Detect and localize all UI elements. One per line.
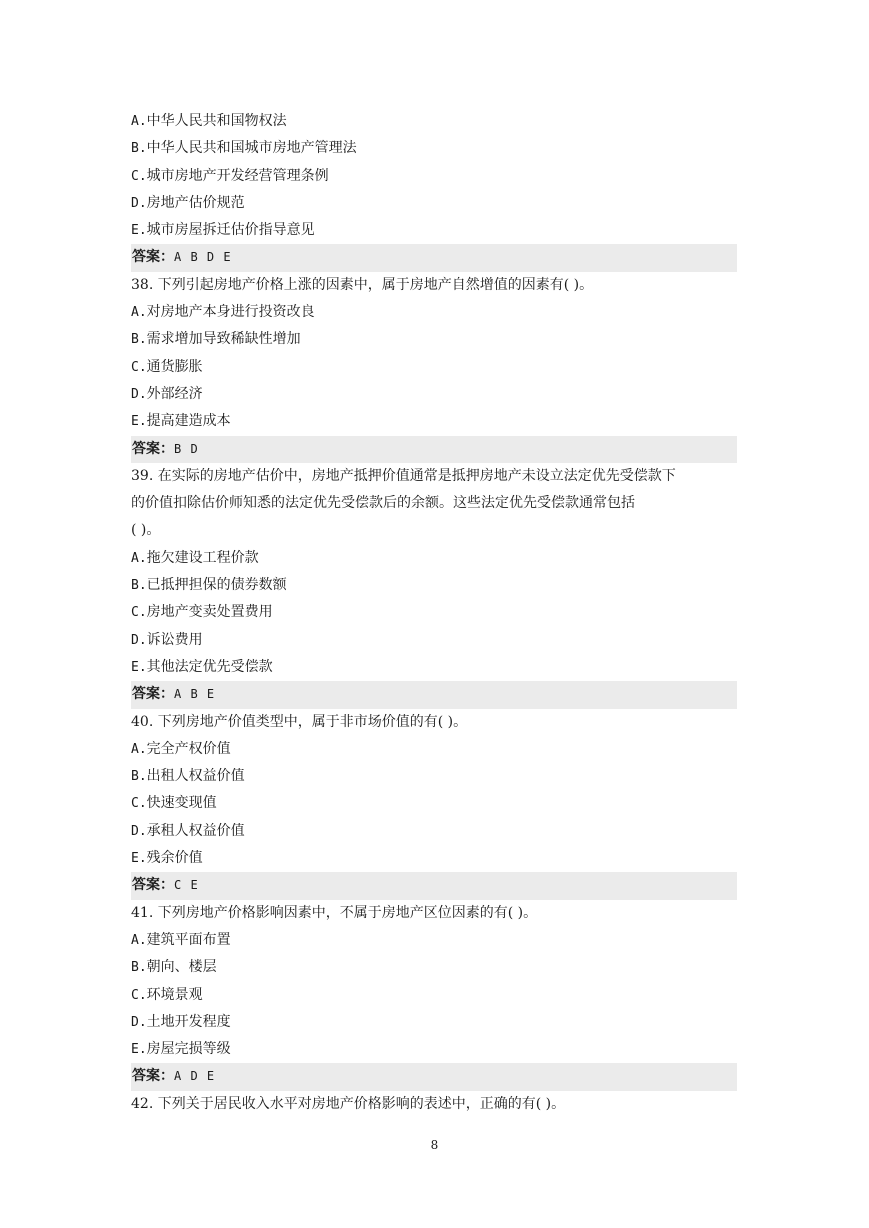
option-line: [131, 927, 737, 954]
question-text: ( )。: [131, 522, 161, 539]
answer-value: A D E: [174, 1069, 216, 1084]
option-text: 拖欠建设工程价款: [146, 549, 259, 566]
option-text: 建筑平面布置: [146, 931, 231, 948]
option-line: [131, 790, 737, 817]
option-line: [131, 599, 737, 626]
option-text: 对房地产本身进行投资改良: [146, 304, 315, 321]
question-text: 42. 下列关于居民收入水平对房地产价格影响的表述中，正确的有( )。: [131, 1095, 566, 1112]
option-letter: E.: [131, 1042, 147, 1058]
answer-line: [131, 436, 737, 463]
option-line: [131, 818, 737, 845]
option-line: [131, 736, 737, 763]
option-text: 完全产权价值: [146, 740, 231, 757]
option-letter: A.: [131, 550, 147, 566]
option-line: [131, 135, 737, 162]
answer-value: A B E: [174, 687, 216, 702]
answer-value: A B D E: [174, 250, 232, 265]
option-line: [131, 845, 737, 872]
option-letter: D.: [131, 386, 147, 402]
option-line: [131, 326, 737, 353]
option-text: 承租人权益价值: [146, 822, 245, 839]
option-line: [131, 545, 737, 572]
option-letter: D.: [131, 195, 147, 211]
option-letter: E.: [131, 414, 147, 430]
question-text: 的价值扣除估价师知悉的法定优先受偿款后的余额。这些法定优先受偿款通常包括: [131, 495, 635, 512]
option-letter: E.: [131, 659, 147, 675]
answer-label: 答案：: [132, 877, 174, 894]
option-letter: B.: [131, 578, 147, 594]
option-line: [131, 190, 737, 217]
option-text: 外部经济: [146, 385, 203, 402]
option-line: [131, 408, 737, 435]
option-text: 城市房屋拆迁估价指导意见: [146, 222, 315, 239]
question-text: 39. 在实际的房地产估价中，房地产抵押价值通常是抵押房地产未设立法定优先受偿款下: [131, 467, 676, 484]
option-text: 其他法定优先受偿款: [146, 658, 273, 675]
option-text: 城市房地产开发经营管理条例: [146, 167, 329, 184]
option-line: [131, 982, 737, 1009]
option-letter: A.: [131, 114, 147, 129]
option-text: 诉讼费用: [146, 631, 203, 648]
option-text: 土地开发程度: [146, 1013, 231, 1030]
option-line: [131, 572, 737, 599]
option-text: 残余价值: [146, 850, 203, 867]
option-letter: B.: [131, 960, 147, 976]
answer-value: B D: [174, 441, 199, 456]
question-text: 41. 下列房地产价格影响因素中，不属于房地产区位因素的有( )。: [131, 904, 538, 921]
option-line: [131, 654, 737, 681]
option-letter: E.: [131, 223, 147, 239]
option-line: [131, 108, 737, 135]
option-text: 中华人民共和国城市房地产管理法: [146, 140, 357, 157]
answer-line: [131, 681, 737, 708]
option-letter: C.: [131, 605, 147, 621]
option-letter: D.: [131, 823, 147, 839]
option-letter: C.: [131, 987, 147, 1003]
answer-line: [131, 1063, 737, 1090]
answer-label: 答案：: [132, 249, 174, 266]
option-line: [131, 1036, 737, 1063]
option-letter: D.: [131, 632, 147, 648]
document-body: [131, 108, 737, 1118]
option-letter: C.: [131, 796, 147, 812]
option-line: [131, 763, 737, 790]
option-letter: E.: [131, 851, 147, 867]
option-text: 已抵押担保的债券数额: [146, 577, 287, 594]
answer-label: 答案：: [132, 1068, 174, 1085]
option-letter: D.: [131, 1014, 147, 1030]
answer-value: C E: [174, 878, 199, 893]
question-text: 38. 下列引起房地产价格上涨的因素中，属于房地产自然增值的因素有( )。: [131, 276, 594, 293]
answer-label: 答案：: [132, 440, 174, 457]
option-letter: A.: [131, 932, 147, 948]
answer-line: [131, 872, 737, 899]
question-text: 40. 下列房地产价值类型中，属于非市场价值的有( )。: [131, 713, 468, 730]
answer-line: [131, 244, 737, 271]
option-line: [131, 163, 737, 190]
option-letter: B.: [131, 332, 147, 348]
option-text: 环境景观: [146, 986, 203, 1003]
option-line: [131, 1009, 737, 1036]
page-number: 8: [430, 1138, 439, 1152]
option-text: 房地产变卖处置费用: [146, 604, 273, 621]
option-letter: B.: [131, 141, 147, 157]
option-letter: C.: [131, 359, 147, 375]
option-text: 需求增加导致稀缺性增加: [146, 331, 301, 348]
option-line: [131, 354, 737, 381]
option-letter: B.: [131, 769, 147, 785]
option-text: 出租人权益价值: [146, 768, 245, 785]
option-text: 房屋完损等级: [146, 1041, 231, 1058]
option-line: [131, 217, 737, 244]
option-text: 快速变现值: [146, 795, 217, 812]
answer-label: 答案：: [132, 686, 174, 703]
option-letter: A.: [131, 305, 147, 321]
option-line: [131, 627, 737, 654]
option-text: 房地产估价规范: [146, 194, 245, 211]
option-letter: C.: [131, 168, 147, 184]
option-text: 通货膨胀: [146, 358, 203, 375]
option-text: 提高建造成本: [146, 413, 231, 430]
option-line: [131, 299, 737, 326]
option-letter: A.: [131, 741, 147, 757]
option-line: [131, 954, 737, 981]
option-text: 中华人民共和国物权法: [146, 113, 287, 129]
option-line: [131, 381, 737, 408]
option-text: 朝向、楼层: [146, 959, 217, 976]
